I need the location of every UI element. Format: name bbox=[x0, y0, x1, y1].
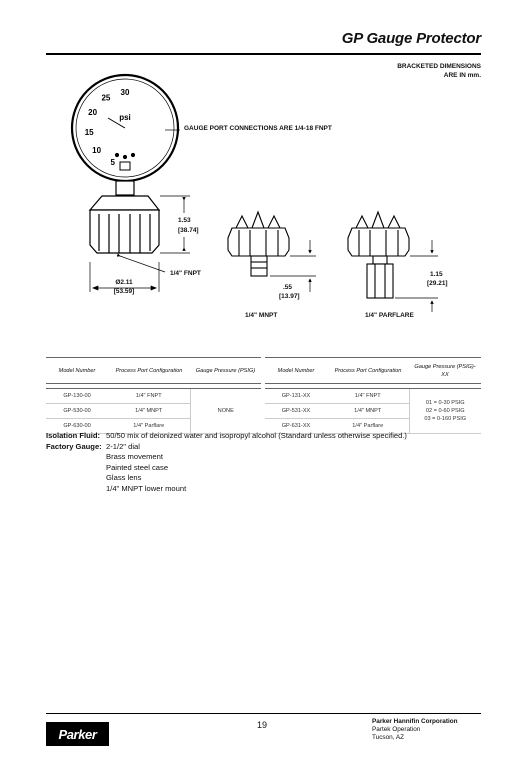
col-gauge-pressure: Gauge Pressure (PSIG) bbox=[190, 358, 261, 384]
col-process-port: Process Port Configuration bbox=[327, 358, 409, 384]
parflare-caption: 1/4" PARFLARE bbox=[365, 312, 414, 319]
page-title: GP Gauge Protector bbox=[341, 30, 481, 47]
pressure-cell: NONE bbox=[190, 389, 261, 434]
fnpt-label: 1/4" FNPT bbox=[170, 270, 201, 277]
model-cell: GP-630-00 bbox=[46, 419, 108, 434]
port-cell: 1/4" Parflare bbox=[108, 419, 190, 434]
model-cell: GP-130-00 bbox=[46, 389, 108, 404]
port-cell: 1/4" FNPT bbox=[108, 389, 190, 404]
company-division: Partek Operation bbox=[372, 726, 421, 733]
model-cell: GP-631-XX bbox=[265, 419, 327, 434]
col-process-port: Process Port Configuration bbox=[108, 358, 190, 384]
mnpt-length-inches: .55 bbox=[283, 284, 293, 291]
company-name: Parker Hannifin Corporation bbox=[372, 718, 458, 725]
page-number: 19 bbox=[257, 720, 268, 730]
model-cell: GP-530-00 bbox=[46, 404, 108, 419]
height-dimension-mm: [38.74] bbox=[178, 227, 199, 234]
dimension-note-line-2: ARE IN mm. bbox=[443, 72, 481, 79]
isolation-fluid-label: Isolation Fluid: bbox=[46, 431, 100, 440]
port-cell: 1/4" FNPT bbox=[327, 389, 409, 404]
company-block bbox=[372, 718, 458, 742]
list-item: Painted steel case bbox=[106, 462, 169, 472]
port-connection-note: GAUGE PORT CONNECTIONS ARE 1/4-18 FNPT bbox=[184, 125, 332, 132]
parflare-length-inches: 1.15 bbox=[430, 271, 443, 278]
gauge-tick-label: 15 bbox=[84, 127, 94, 137]
gauge-protector-drawing bbox=[0, 0, 527, 330]
dimension-note-line-1: BRACKETED DIMENSIONS bbox=[397, 63, 481, 70]
list-item: Brass movement bbox=[106, 452, 163, 462]
pressure-option: 03 = 0-160 PSIG bbox=[424, 416, 467, 422]
gauge-tick-label: 20 bbox=[88, 108, 98, 118]
gauge-tick-label: 5 bbox=[110, 157, 115, 167]
gauge-tick-label: 25 bbox=[101, 93, 111, 103]
isolation-fluid-value: 50/50 mix of deionized water and isopropyl alcohol (Standard unless otherwise specified.) bbox=[106, 431, 407, 440]
spec-notes bbox=[46, 431, 407, 495]
model-table-left bbox=[46, 357, 261, 434]
model-cell: GP-531-XX bbox=[265, 404, 327, 419]
col-model-number: Model Number bbox=[265, 358, 327, 384]
company-location: Tucson, AZ bbox=[372, 734, 405, 741]
mnpt-fitting bbox=[228, 212, 289, 276]
pressure-option: 02 = 0-60 PSIG bbox=[425, 408, 465, 414]
pressure-cell bbox=[409, 389, 481, 434]
port-cell: 1/4" MNPT bbox=[108, 404, 190, 419]
factory-gauge-list bbox=[106, 442, 186, 495]
gauge-unit-label: psi bbox=[119, 113, 131, 122]
list-item: 2-1/2" dial bbox=[106, 441, 140, 451]
col-model-number: Model Number bbox=[46, 358, 108, 384]
parflare-length-mm: [29.21] bbox=[427, 280, 448, 287]
col-gauge-pressure: Gauge Pressure (PSIG)-XX bbox=[409, 358, 481, 384]
table-row bbox=[265, 389, 481, 404]
gauge-protector-body bbox=[90, 181, 159, 253]
port-cell: 1/4" Parflare bbox=[327, 419, 409, 434]
list-item: Glass lens bbox=[106, 473, 142, 483]
port-cell: 1/4" MNPT bbox=[327, 404, 409, 419]
model-table-right bbox=[265, 357, 481, 434]
model-cell: GP-131-XX bbox=[265, 389, 327, 404]
parker-logo: Parker bbox=[46, 722, 109, 746]
height-dimension-inches: 1.53 bbox=[178, 217, 191, 224]
diameter-dimension-mm: [53.59] bbox=[113, 288, 135, 295]
list-item: 1/4" MNPT lower mount bbox=[106, 483, 187, 493]
factory-gauge-label: Factory Gauge: bbox=[46, 441, 102, 451]
gauge-tick-label: 10 bbox=[92, 146, 102, 156]
table-row bbox=[46, 389, 261, 404]
diameter-dimension-inches: Ø2.11 bbox=[115, 279, 133, 286]
parflare-fitting bbox=[348, 212, 409, 298]
footer-rule bbox=[46, 713, 481, 714]
pressure-option: 01 = 0-30 PSIG bbox=[425, 400, 465, 406]
mnpt-caption: 1/4" MNPT bbox=[245, 312, 278, 319]
gauge-tick-label: 30 bbox=[120, 88, 130, 97]
mnpt-length-mm: [13.97] bbox=[279, 293, 300, 300]
